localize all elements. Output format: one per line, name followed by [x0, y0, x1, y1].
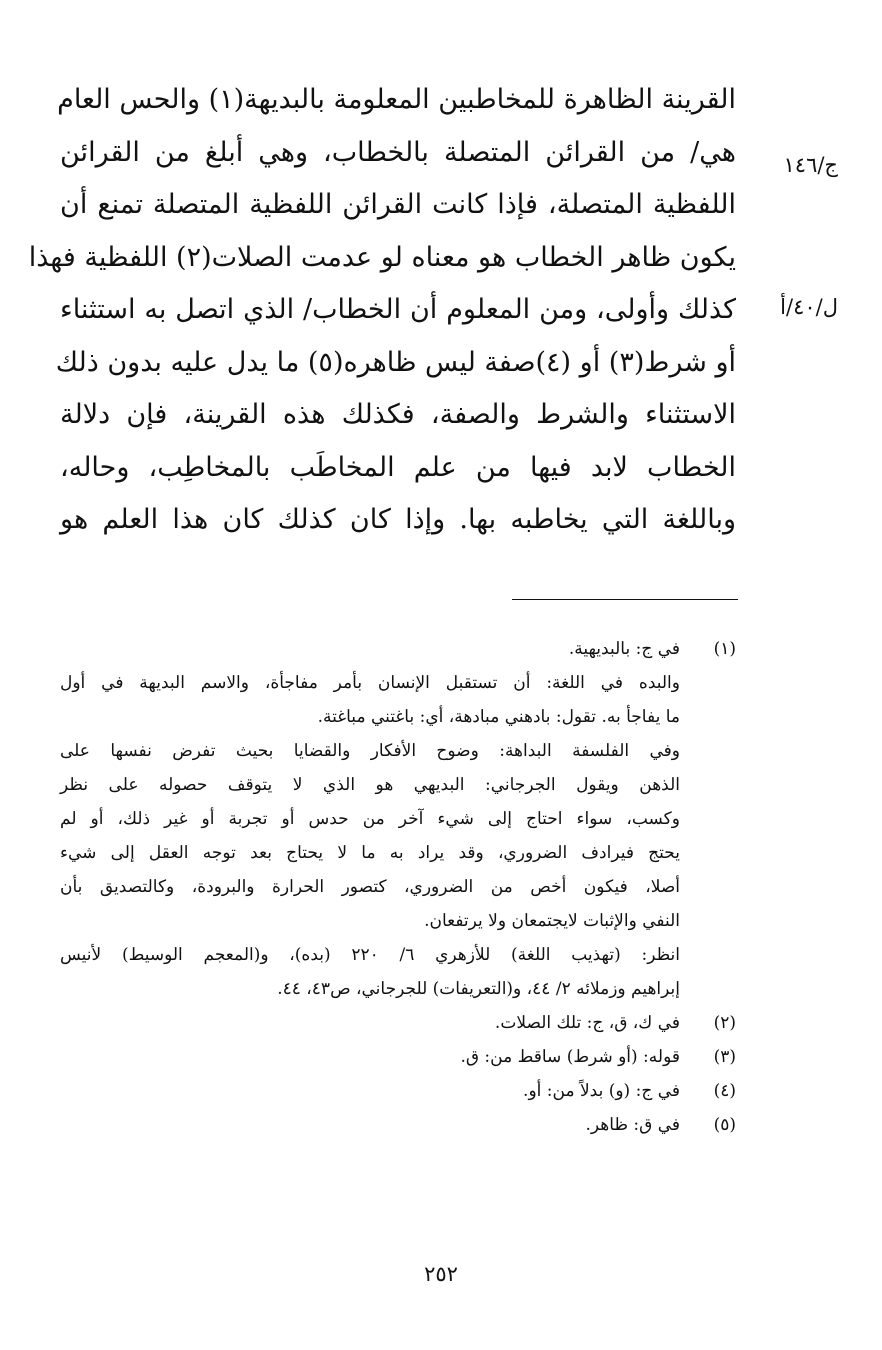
footnote-number: (١): [713, 639, 736, 659]
margin-note-manuscript-ref: ل/٤٠/أ: [780, 295, 838, 319]
footnote-1-line: إبراهيم وزملائه ٢/ ٤٤، و(التعريفات) للجرجاني، ص٤٣، ٤٤.: [277, 979, 680, 999]
footnote-3: [60, 1040, 736, 1074]
footnote-number: (٥): [713, 1115, 736, 1135]
footnote-separator: [512, 599, 738, 600]
footnote-1: [60, 632, 736, 666]
main-text-line: يكون ظاهر الخطاب هو معناه لو عدمت الصلات(٢) اللفظية فهذا: [28, 241, 736, 273]
margin-note-manuscript-ref: ج/١٤٦: [783, 153, 838, 177]
page-number: ٢٥٢: [424, 1262, 458, 1286]
footnote-1-line: انظر: (تهذيب اللغة) للأزهري ٦/ ٢٢٠ (بده)، و(المعجم الوسيط) لأنيس: [60, 945, 680, 965]
footnote-1-line: يحتج فيرادف الضروري، وقد يراد به ما لا يحتاج بعد توجه العقل إلى شيء: [60, 843, 680, 863]
footnote-1-line: والبده في اللغة: أن تستقبل الإنسان بأمر مفاجأة، والاسم البديهة في أول: [60, 673, 680, 693]
footnote-5: [60, 1108, 736, 1142]
footnote-number: (٤): [713, 1081, 736, 1101]
footnote-text: في ج: بالبديهية.: [568, 639, 680, 659]
footnote-text: في ق: ظاهر.: [585, 1115, 680, 1135]
main-text-line: القرينة الظاهرة للمخاطبين المعلومة بالبديهة(١) والحس العام: [57, 84, 736, 115]
main-text-block: [28, 74, 736, 547]
footnote-text: في ج: (و) بدلاً من: أو.: [523, 1081, 680, 1101]
main-text-line: هي/ من القرائن المتصلة بالخطاب، وهي أبلغ من القرائن: [60, 136, 736, 168]
main-text-line: اللفظية المتصلة، فإذا كانت القرائن اللفظية المتصلة تمنع أن: [60, 189, 736, 220]
main-text-line: الاستثناء والشرط والصفة، فكذلك هذه القرينة، فإن دلالة: [60, 399, 736, 430]
main-text-line: الخطاب لابد فيها من علم المخاطَب بالمخاطِب، وحاله،: [60, 451, 736, 483]
footnote-text: قوله: (أو شرط) ساقط من: ق.: [460, 1047, 680, 1067]
footnote-number: (٣): [713, 1047, 736, 1067]
footnotes-block: [60, 632, 736, 1142]
main-text-line: أو شرط(٣) أو (٤)صفة ليس ظاهره(٥) ما يدل عليه بدون ذلك: [55, 346, 736, 378]
footnote-1-line: الذهن ويقول الجرجاني: البديهي هو الذي لا يتوقف حصوله على نظر: [60, 775, 680, 795]
footnote-1-line: ما يفاجأ به. تقول: بادهني مبادهة، أي: باغتني مباغتة.: [317, 707, 680, 727]
footnote-1-line: النفي والإثبات لايجتمعان ولا يرتفعان.: [424, 911, 680, 931]
main-text-line: كذلك وأولى، ومن المعلوم أن الخطاب/ الذي اتصل به استثناء: [60, 294, 736, 325]
footnote-4: [60, 1074, 736, 1108]
footnote-1-line: وكسب، سواء احتاج إلى شيء آخر من حدس أو تجربة أو غير ذلك، أو لم: [60, 809, 680, 829]
footnote-1-line: وفي الفلسفة البداهة: وضوح الأفكار والقضايا بحيث تفرض نفسها على: [60, 741, 680, 761]
footnote-1-line: أصلا، فيكون أخص من الضروري، كتصور الحرارة والبرودة، وكالتصديق بأن: [60, 877, 680, 897]
main-text-line: وباللغة التي يخاطبه بها. وإذا كان كذلك كان هذا العلم هو: [60, 504, 736, 535]
footnote-text: في ك، ق، ج: تلك الصلات.: [494, 1013, 680, 1033]
footnote-number: (٢): [713, 1013, 736, 1033]
footnote-2: [60, 1006, 736, 1040]
